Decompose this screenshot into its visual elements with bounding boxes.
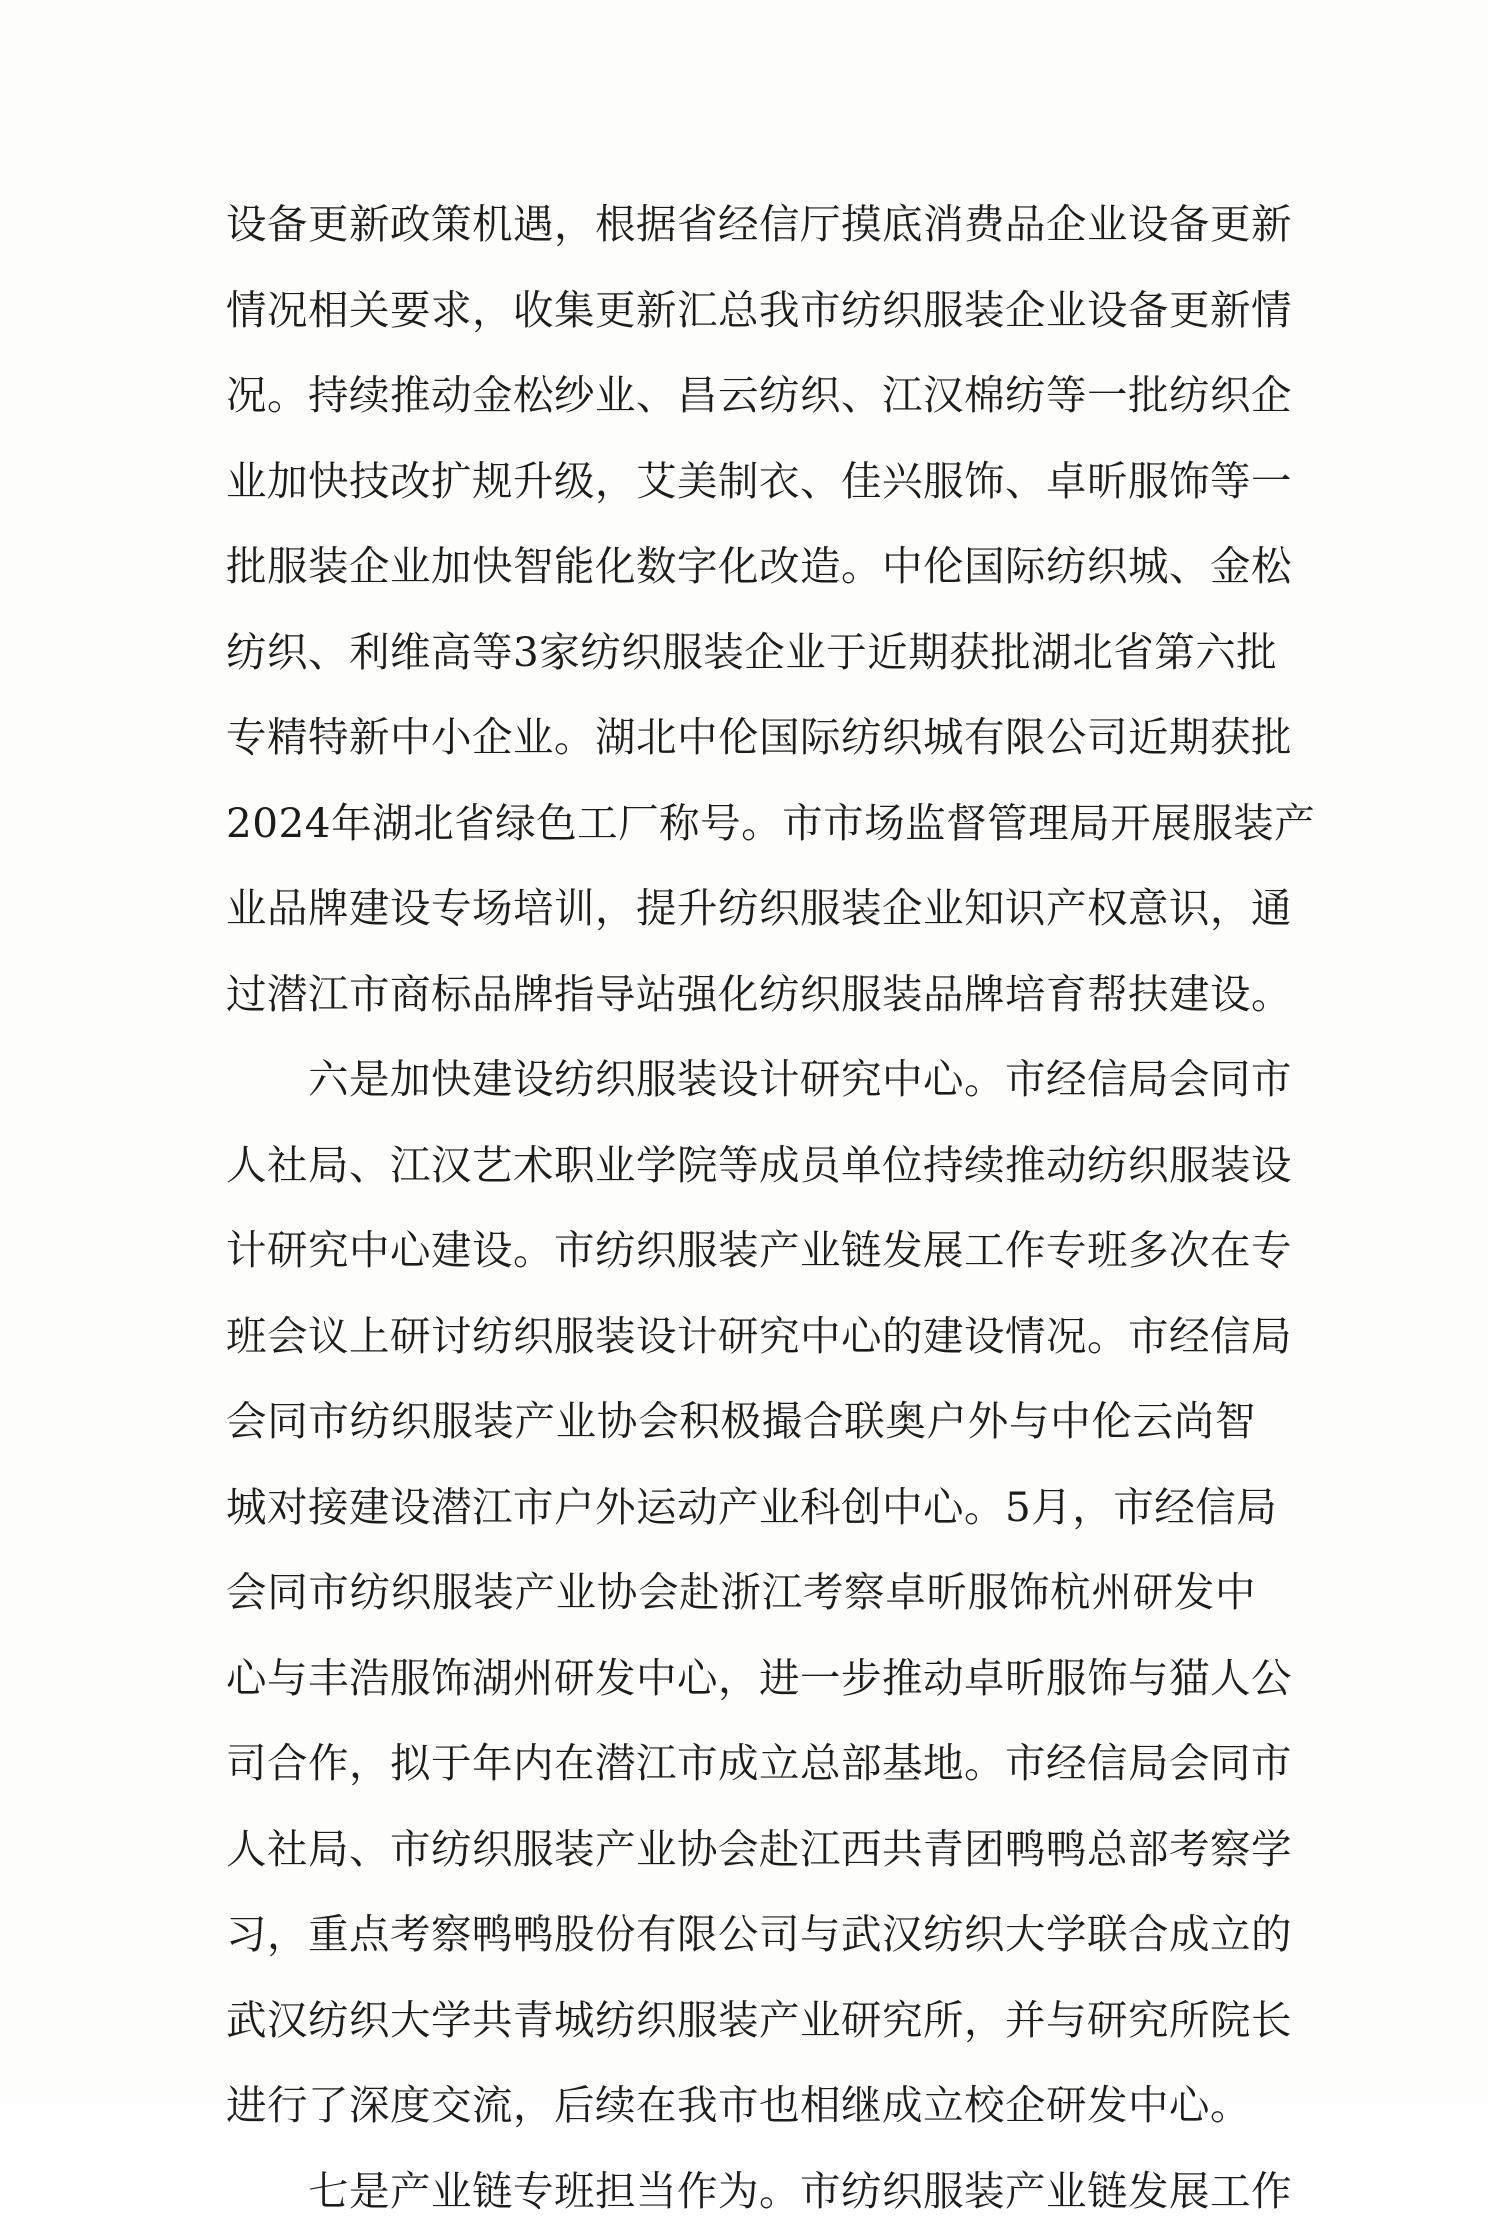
- text-line: 情况相关要求，收集更新汇总我市纺织服装企业设备更新情: [226, 268, 1256, 354]
- text-line: 人社局、江汉艺术职业学院等成员单位持续推动纺织服装设: [226, 1123, 1256, 1209]
- text-line: 业加快技改扩规升级，艾美制衣、佳兴服饰、卓昕服饰等一: [226, 439, 1256, 525]
- text-line: 进行了深度交流，后续在我市也相继成立校企研发中心。: [226, 2063, 1256, 2149]
- text-line: 班会议上研讨纺织服装设计研究中心的建设情况。市经信局: [226, 1294, 1256, 1380]
- text-line: 过潜江市商标品牌指导站强化纺织服装品牌培育帮扶建设。: [226, 952, 1256, 1038]
- text-line: 设备更新政策机遇，根据省经信厅摸底消费品企业设备更新: [226, 182, 1256, 268]
- text-line: 2024年湖北省绿色工厂称号。市市场监督管理局开展服装产: [226, 781, 1256, 867]
- text-line: 习，重点考察鸭鸭股份有限公司与武汉纺织大学联合成立的: [226, 1892, 1256, 1978]
- text-line: 纺织、利维高等3家纺织服装企业于近期获批湖北省第六批: [226, 610, 1256, 696]
- text-line: 城对接建设潜江市户外运动产业科创中心。5月，市经信局: [226, 1465, 1256, 1551]
- text-line: 业品牌建设专场培训，提升纺织服装企业知识产权意识，通: [226, 866, 1256, 952]
- paragraph-heading-line: 七是产业链专班担当作为。市纺织服装产业链发展工作: [226, 2149, 1256, 2234]
- body-text: [226, 182, 1256, 2234]
- text-line: 司合作，拟于年内在潜江市成立总部基地。市经信局会同市: [226, 1721, 1256, 1807]
- text-line: 会同市纺织服装产业协会积极撮合联奥户外与中伦云尚智: [226, 1379, 1256, 1465]
- text-line: 会同市纺织服装产业协会赴浙江考察卓昕服饰杭州研发中: [226, 1550, 1256, 1636]
- text-line: 批服装企业加快智能化数字化改造。中伦国际纺织城、金松: [226, 524, 1256, 610]
- text-line: 况。持续推动金松纱业、昌云纺织、江汉棉纺等一批纺织企: [226, 353, 1256, 439]
- paragraph-heading-line: 六是加快建设纺织服装设计研究中心。市经信局会同市: [226, 1037, 1256, 1123]
- text-line: 计研究中心建设。市纺织服装产业链发展工作专班多次在专: [226, 1208, 1256, 1294]
- text-line: 武汉纺织大学共青城纺织服装产业研究所，并与研究所院长: [226, 1978, 1256, 2064]
- text-line: 心与丰浩服饰湖州研发中心，进一步推动卓昕服饰与猫人公: [226, 1636, 1256, 1722]
- text-line: 专精特新中小企业。湖北中伦国际纺织城有限公司近期获批: [226, 695, 1256, 781]
- text-line: 人社局、市纺织服装产业协会赴江西共青团鸭鸭总部考察学: [226, 1807, 1256, 1893]
